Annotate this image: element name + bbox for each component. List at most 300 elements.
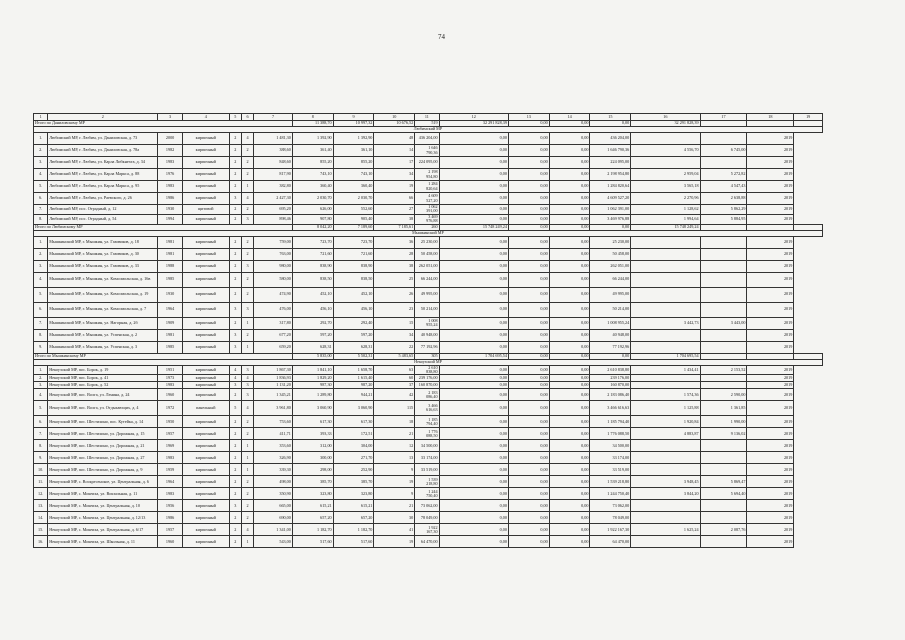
cell-f: 2 bbox=[229, 464, 241, 476]
column-number-cell: 11 bbox=[415, 114, 439, 121]
cell-c: 3 469 976,88 bbox=[415, 214, 439, 224]
cell-s1: 1 345,21 bbox=[254, 389, 293, 401]
cell-z2: 0,00 bbox=[508, 236, 549, 248]
page-number: 74 bbox=[438, 33, 445, 41]
cell-e: 1 bbox=[241, 181, 253, 193]
cell-u: 4 556,70 bbox=[631, 145, 700, 157]
cell-u bbox=[631, 382, 700, 389]
cell-z3: 0,00 bbox=[549, 205, 590, 215]
cell-s3: 987,20 bbox=[333, 382, 374, 389]
cell-f: 2 bbox=[229, 287, 241, 302]
cell-s3: 456,10 bbox=[333, 302, 374, 317]
cell-s3: 905,40 bbox=[333, 214, 374, 224]
cell-p: 17 bbox=[374, 157, 415, 169]
cell-y: 1959 bbox=[158, 464, 182, 476]
cell-c: 50 214,00 bbox=[415, 302, 439, 317]
cell-e: 2 bbox=[241, 205, 253, 215]
cell-t: 2 183 086,40 bbox=[590, 389, 631, 401]
column-number-cell: 7 bbox=[254, 114, 293, 121]
cell-p: 19 bbox=[374, 476, 415, 488]
cell-z1: 0,00 bbox=[439, 382, 508, 389]
cell-c: 64 470,00 bbox=[415, 536, 439, 548]
cell-c: 1 008 955,24 bbox=[415, 317, 439, 329]
cell-t: 1 244 750,40 bbox=[590, 488, 631, 500]
cell-a: Некоузский МР, пос. Волга, ул. Ленина, д. 24 bbox=[48, 389, 158, 401]
subtotal-cell: 32 291 828,39 bbox=[631, 121, 700, 127]
cell-c: 239 176,00 bbox=[415, 375, 439, 382]
cell-p: 48 bbox=[374, 133, 415, 145]
cell-s2: 907,80 bbox=[292, 214, 333, 224]
cell-n: 6. bbox=[34, 302, 48, 317]
cell-s1: 763,00 bbox=[254, 248, 293, 260]
column-number-cell: 13 bbox=[508, 114, 549, 121]
subtotal-cell: 305 bbox=[415, 353, 439, 359]
cell-n: 7. bbox=[34, 317, 48, 329]
cell-z2: 0,00 bbox=[508, 260, 549, 272]
cell-c: 1 062 391,00 bbox=[415, 205, 439, 215]
table-row bbox=[34, 382, 823, 389]
cell-c: 50 458,00 bbox=[415, 248, 439, 260]
cell-t: 1 646 790,36 bbox=[590, 145, 631, 157]
column-number-cell: 2 bbox=[48, 114, 158, 121]
cell-c: 34 500,00 bbox=[415, 440, 439, 452]
cell-s2: 456,10 bbox=[292, 302, 333, 317]
district-heading: Мышкинский МР bbox=[34, 230, 823, 236]
cell-z2: 0,00 bbox=[508, 401, 549, 416]
cell-f: 2 bbox=[229, 272, 241, 287]
cell-z2: 0,00 bbox=[508, 476, 549, 488]
cell-u bbox=[631, 302, 700, 317]
cell-a: Некоузский МР, с. Мокеиха, ул. Центральная, д. 10 bbox=[48, 500, 158, 512]
cell-u bbox=[631, 512, 700, 524]
cell-v bbox=[700, 464, 747, 476]
cell-year: 2019 bbox=[747, 181, 794, 193]
cell-e: 2 bbox=[241, 428, 253, 440]
cell-year: 2019 bbox=[747, 317, 794, 329]
subtotal-cell: 0,00 bbox=[590, 121, 631, 127]
cell-s3: 838,50 bbox=[333, 272, 374, 287]
cell-c: 66 244,00 bbox=[415, 272, 439, 287]
cell-n: 15. bbox=[34, 524, 48, 536]
cell-y: 1964 bbox=[158, 476, 182, 488]
cell-m: кирпичный bbox=[182, 476, 229, 488]
cell-z3: 0,00 bbox=[549, 500, 590, 512]
cell-p: 26 bbox=[374, 287, 415, 302]
cell-s1: 580,00 bbox=[254, 272, 293, 287]
cell-t: 262 051,00 bbox=[590, 260, 631, 272]
cell-v: 5 862,29 bbox=[700, 205, 747, 215]
cell-m: кирпичный bbox=[182, 375, 229, 382]
cell-c: 49 995,00 bbox=[415, 287, 439, 302]
subtotal-cell: 7 189,60 bbox=[333, 224, 374, 230]
cell-year: 2019 bbox=[747, 329, 794, 341]
cell-z3: 0,00 bbox=[549, 214, 590, 224]
cell-year: 2019 bbox=[747, 365, 794, 375]
cell-z1: 0,00 bbox=[439, 389, 508, 401]
cell-u bbox=[631, 287, 700, 302]
cell-f: 4 bbox=[229, 365, 241, 375]
cell-a: Любимский МР, пос. Отрадный, д. 12 bbox=[48, 205, 158, 215]
table-row bbox=[34, 401, 823, 416]
table-row bbox=[34, 302, 823, 317]
cell-u bbox=[631, 500, 700, 512]
cell-c: 1 922 167,30 bbox=[415, 524, 439, 536]
table-body bbox=[34, 114, 823, 548]
cell-a: Некоузский МР, пос. Шестихино, ул. Дорожная, д. 9 bbox=[48, 464, 158, 476]
cell-y: 2000 bbox=[158, 133, 182, 145]
cell-v bbox=[700, 133, 747, 145]
cell-y: 1960 bbox=[158, 389, 182, 401]
cell-s3: 385,70 bbox=[333, 476, 374, 488]
cell-z3: 0,00 bbox=[549, 524, 590, 536]
cell-v bbox=[700, 248, 747, 260]
cell-s1: 690,00 bbox=[254, 512, 293, 524]
cell-m: кирпичный bbox=[182, 452, 229, 464]
cell-a: Некоузский МР, пос. Борок, д. 19 bbox=[48, 365, 158, 375]
cell-z2: 0,00 bbox=[508, 317, 549, 329]
cell-n: 4. bbox=[34, 389, 48, 401]
cell-u bbox=[631, 375, 700, 382]
cell-a: Некоузский МР, пос. Шестихино, пос. Кутейка, д. 14 bbox=[48, 416, 158, 428]
cell-v: 2 087,76 bbox=[700, 524, 747, 536]
cell-p: 21 bbox=[374, 500, 415, 512]
cell-s1: 759,00 bbox=[254, 236, 293, 248]
cell-f: 3 bbox=[229, 193, 241, 205]
cell-p: 28 bbox=[374, 248, 415, 260]
cell-z1: 0,00 bbox=[439, 416, 508, 428]
cell-p: 19 bbox=[374, 181, 415, 193]
cell-z1: 0,00 bbox=[439, 329, 508, 341]
cell-year: 2019 bbox=[747, 169, 794, 181]
cell-u: 2 270,96 bbox=[631, 193, 700, 205]
cell-p: 115 bbox=[374, 401, 415, 416]
cell-m: кирпичный bbox=[182, 236, 229, 248]
cell-n: 8. bbox=[34, 440, 48, 452]
cell-a: Мышкинский МР, г. Мышкин, ул. Комсомольская, д. 16в bbox=[48, 272, 158, 287]
cell-v: 4 547,43 bbox=[700, 181, 747, 193]
cell-z1: 0,00 bbox=[439, 302, 508, 317]
cell-z3: 0,00 bbox=[549, 329, 590, 341]
cell-z3: 0,00 bbox=[549, 302, 590, 317]
cell-u: 2 959,04 bbox=[631, 169, 700, 181]
cell-z3: 0,00 bbox=[549, 452, 590, 464]
cell-z2: 0,00 bbox=[508, 524, 549, 536]
cell-m: кирпичный bbox=[182, 382, 229, 389]
cell-e: 2 bbox=[241, 287, 253, 302]
cell-z3: 0,00 bbox=[549, 365, 590, 375]
cell-e: 2 bbox=[241, 488, 253, 500]
cell-c: 40 948,00 bbox=[415, 329, 439, 341]
cell-s3: 2 030,70 bbox=[333, 193, 374, 205]
cell-a: Некоузский МР, пос. Шестихино, ул. Дорожная, д. 27 bbox=[48, 452, 158, 464]
cell-p: 13 bbox=[374, 452, 415, 464]
cell-s3: 292,40 bbox=[333, 317, 374, 329]
cell-v bbox=[700, 236, 747, 248]
cell-z1: 0,00 bbox=[439, 317, 508, 329]
cell-s2: 393,33 bbox=[292, 428, 333, 440]
cell-z2: 0,00 bbox=[508, 375, 549, 382]
cell-y: 1982 bbox=[158, 145, 182, 157]
cell-c: 1 539 218,80 bbox=[415, 476, 439, 488]
table-row bbox=[34, 272, 823, 287]
cell-z3: 0,00 bbox=[549, 389, 590, 401]
cell-s1: 498,00 bbox=[254, 476, 293, 488]
subtotal-cell: 0,00 bbox=[590, 224, 631, 230]
subtotal-cell: 0,00 bbox=[549, 121, 590, 127]
cell-z3: 0,00 bbox=[549, 428, 590, 440]
cell-a: Мышкинский МР, г. Мышкин, ул. Газовиков, д. 33 bbox=[48, 260, 158, 272]
cell-s3: 657,20 bbox=[333, 512, 374, 524]
cell-e: 2 bbox=[241, 169, 253, 181]
cell-v bbox=[700, 272, 747, 287]
cell-e: 1 bbox=[241, 440, 253, 452]
cell-y: 1983 bbox=[158, 181, 182, 193]
cell-z1: 0,00 bbox=[439, 260, 508, 272]
cell-z1: 0,00 bbox=[439, 452, 508, 464]
cell-z1: 0,00 bbox=[439, 428, 508, 440]
cell-y: 1985 bbox=[158, 272, 182, 287]
cell-f: 2 bbox=[229, 524, 241, 536]
cell-a: Любимский МР, г. Любим, ул. Карла Маркса, д. 95 bbox=[48, 181, 158, 193]
cell-e: 1 bbox=[241, 341, 253, 353]
cell-z2: 0,00 bbox=[508, 464, 549, 476]
cell-z2: 0,00 bbox=[508, 536, 549, 548]
cell-a: Любимский МР, г. Любим, ул. Даниловская, д. 73 bbox=[48, 133, 158, 145]
table-row bbox=[34, 452, 823, 464]
cell-v bbox=[700, 440, 747, 452]
cell-n: 1. bbox=[34, 365, 48, 375]
column-number-cell: 19 bbox=[794, 114, 823, 121]
cell-e: 2 bbox=[241, 512, 253, 524]
cell-s2: 300,00 bbox=[292, 452, 333, 464]
cell-z1: 0,00 bbox=[439, 181, 508, 193]
cell-a: Мышкинский МР, г. Мышкин, ул. Нагорная, д. 2б bbox=[48, 317, 158, 329]
cell-p: 23 bbox=[374, 302, 415, 317]
cell-f: 2 bbox=[229, 416, 241, 428]
cell-t: 77 192,96 bbox=[590, 341, 631, 353]
cell-e: 2 bbox=[241, 157, 253, 169]
cell-z3: 0,00 bbox=[549, 488, 590, 500]
cell-p: 66 bbox=[374, 193, 415, 205]
cell-s1: 1 131,20 bbox=[254, 382, 293, 389]
cell-s3: 304,00 bbox=[333, 440, 374, 452]
cell-c: 2 183 086,40 bbox=[415, 389, 439, 401]
table-row bbox=[34, 536, 823, 548]
cell-e: 3 bbox=[241, 260, 253, 272]
cell-y: 1986 bbox=[158, 512, 182, 524]
cell-p: 22 bbox=[374, 341, 415, 353]
cell-s2: 657,20 bbox=[292, 512, 333, 524]
cell-f: 2 bbox=[229, 145, 241, 157]
cell-p: 60 bbox=[374, 375, 415, 382]
cell-v: 6 745,00 bbox=[700, 145, 747, 157]
cell-z1: 0,00 bbox=[439, 214, 508, 224]
cell-n: 16. bbox=[34, 536, 48, 548]
cell-c: 78 049,00 bbox=[415, 512, 439, 524]
cell-year: 2019 bbox=[747, 389, 794, 401]
cell-z3: 0,00 bbox=[549, 440, 590, 452]
cell-s1: 665,00 bbox=[254, 500, 293, 512]
cell-t: 64 470,00 bbox=[590, 536, 631, 548]
cell-z1: 0,00 bbox=[439, 205, 508, 215]
column-number-cell: 1 bbox=[34, 114, 48, 121]
cell-n: 9. bbox=[34, 452, 48, 464]
cell-f: 2 bbox=[229, 236, 241, 248]
cell-v: 1 361,85 bbox=[700, 401, 747, 416]
cell-year: 2019 bbox=[747, 428, 794, 440]
cell-f: 2 bbox=[229, 452, 241, 464]
cell-y: 1973 bbox=[158, 375, 182, 382]
cell-f: 5 bbox=[229, 401, 241, 416]
cell-u: 1 625,24 bbox=[631, 524, 700, 536]
cell-c: 2 610 838,80 bbox=[415, 365, 439, 375]
cell-s3: 1 392,90 bbox=[333, 133, 374, 145]
cell-e: 1 bbox=[241, 464, 253, 476]
cell-s1: 474,90 bbox=[254, 287, 293, 302]
subtotal-cell: 8 042,20 bbox=[292, 224, 333, 230]
cell-year: 2019 bbox=[747, 440, 794, 452]
cell-s3: 838,90 bbox=[333, 260, 374, 272]
cell-t: 1 185 794,40 bbox=[590, 416, 631, 428]
cell-v bbox=[700, 341, 747, 353]
cell-y: 1983 bbox=[158, 452, 182, 464]
cell-z3: 0,00 bbox=[549, 401, 590, 416]
cell-v bbox=[700, 536, 747, 548]
cell-p: 34 bbox=[374, 329, 415, 341]
cell-n: 4. bbox=[34, 169, 48, 181]
cell-m: кирпичный bbox=[182, 133, 229, 145]
cell-e: 3 bbox=[241, 382, 253, 389]
cell-p: 38 bbox=[374, 260, 415, 272]
cell-s3: 628,31 bbox=[333, 341, 374, 353]
cell-y: 1969 bbox=[158, 440, 182, 452]
cell-z1: 0,00 bbox=[439, 476, 508, 488]
cell-year: 2019 bbox=[747, 341, 794, 353]
cell-f: 2 bbox=[229, 248, 241, 260]
cell-t: 25 230,00 bbox=[590, 236, 631, 248]
cell-u: 3 948,45 bbox=[631, 476, 700, 488]
cell-z1: 0,00 bbox=[439, 272, 508, 287]
cell-n: 10. bbox=[34, 464, 48, 476]
cell-s1: 1 867,30 bbox=[254, 365, 293, 375]
subtotal-cell: 0,00 bbox=[508, 353, 549, 359]
cell-a: Любимский МР, г. Любим, ул. Даниловская, д. 78а bbox=[48, 145, 158, 157]
cell-u: 3 442,73 bbox=[631, 317, 700, 329]
cell-y: 1994 bbox=[158, 214, 182, 224]
cell-s3: 855,20 bbox=[333, 157, 374, 169]
subtotal-cell: 260 bbox=[415, 224, 439, 230]
cell-f: 2 bbox=[229, 428, 241, 440]
cell-s1: 677,20 bbox=[254, 329, 293, 341]
column-number-cell: 3 bbox=[158, 114, 182, 121]
cell-s3: 1 658,70 bbox=[333, 365, 374, 375]
column-number-cell: 4 bbox=[182, 114, 229, 121]
cell-e: 1 bbox=[241, 452, 253, 464]
cell-t: 50 458,00 bbox=[590, 248, 631, 260]
cell-a: Любимский МР, г. Любим, ул. Карла Либкнехта, д. 34 bbox=[48, 157, 158, 169]
cell-f: 4 bbox=[229, 375, 241, 382]
cell-s1: 1 481,30 bbox=[254, 133, 293, 145]
district-heading: Некоузский МР bbox=[34, 359, 823, 365]
cell-z3: 0,00 bbox=[549, 260, 590, 272]
cell-year: 2019 bbox=[747, 287, 794, 302]
cell-year: 2019 bbox=[747, 272, 794, 287]
cell-f: 3 bbox=[229, 382, 241, 389]
cell-m: кирпичный bbox=[182, 169, 229, 181]
cell-year: 2019 bbox=[747, 145, 794, 157]
cell-c: 224 095,00 bbox=[415, 157, 439, 169]
subtotal-cell: 1 704 695,54 bbox=[439, 353, 508, 359]
cell-m: кирпичный bbox=[182, 145, 229, 157]
cell-z3: 0,00 bbox=[549, 512, 590, 524]
cell-z1: 0,00 bbox=[439, 524, 508, 536]
subtotal-label: Итого по Любимскому МР bbox=[34, 224, 293, 230]
cell-m: щитовой bbox=[182, 205, 229, 215]
subtotal-cell: 7 185,61 bbox=[374, 224, 415, 230]
cell-y: 1983 bbox=[158, 382, 182, 389]
cell-year: 2019 bbox=[747, 157, 794, 169]
cell-e: 2 bbox=[241, 272, 253, 287]
cell-s3: 552,60 bbox=[333, 205, 374, 215]
cell-n: 3. bbox=[34, 382, 48, 389]
cell-a: Некоузский МР, с. Мокеиха, ул. Центральная, д. 12/13 bbox=[48, 512, 158, 524]
cell-t: 4 609 527,20 bbox=[590, 193, 631, 205]
cell-s3: 360,40 bbox=[333, 181, 374, 193]
cell-n: 1. bbox=[34, 236, 48, 248]
cell-e: 2 bbox=[241, 500, 253, 512]
cell-t: 224 095,00 bbox=[590, 157, 631, 169]
table-row bbox=[34, 205, 823, 215]
cell-v bbox=[700, 302, 747, 317]
cell-s2: 721,60 bbox=[292, 248, 333, 260]
cell-t: 2 198 954,80 bbox=[590, 169, 631, 181]
cell-s2: 323,80 bbox=[292, 488, 333, 500]
cell-z2: 0,00 bbox=[508, 214, 549, 224]
cell-s2: 360,40 bbox=[292, 181, 333, 193]
cell-y: 1981 bbox=[158, 329, 182, 341]
cell-e: 2 bbox=[241, 236, 253, 248]
column-number-cell: 18 bbox=[747, 114, 794, 121]
cell-u bbox=[631, 272, 700, 287]
cell-t: 436 204,00 bbox=[590, 133, 631, 145]
column-number-cell: 12 bbox=[439, 114, 508, 121]
cell-t: 33 519,00 bbox=[590, 464, 631, 476]
cell-z3: 0,00 bbox=[549, 375, 590, 382]
cell-v bbox=[700, 260, 747, 272]
subtotal-cell: 32 291 828,39 bbox=[439, 121, 508, 127]
column-number-row bbox=[34, 114, 823, 121]
cell-y: 1930 bbox=[158, 287, 182, 302]
subtotal-cell: 1 704 695,54 bbox=[631, 353, 700, 359]
cell-n: 3. bbox=[34, 157, 48, 169]
column-number-cell: 9 bbox=[333, 114, 374, 121]
cell-n: 2. bbox=[34, 145, 48, 157]
cell-f: 2 bbox=[229, 440, 241, 452]
cell-a: Некоузский МР, пос. Борок, д. 52 bbox=[48, 382, 158, 389]
cell-z2: 0,00 bbox=[508, 512, 549, 524]
cell-u bbox=[631, 536, 700, 548]
cell-p: 30 bbox=[374, 512, 415, 524]
cell-m: кирпичный bbox=[182, 365, 229, 375]
cell-c: 4 609 527,20 bbox=[415, 193, 439, 205]
cell-u bbox=[631, 248, 700, 260]
cell-z2: 0,00 bbox=[508, 193, 549, 205]
cell-p: 37 bbox=[374, 382, 415, 389]
cell-s2: 298,00 bbox=[292, 464, 333, 476]
cell-n: 12. bbox=[34, 488, 48, 500]
cell-z2: 0,00 bbox=[508, 452, 549, 464]
table-row bbox=[34, 145, 823, 157]
